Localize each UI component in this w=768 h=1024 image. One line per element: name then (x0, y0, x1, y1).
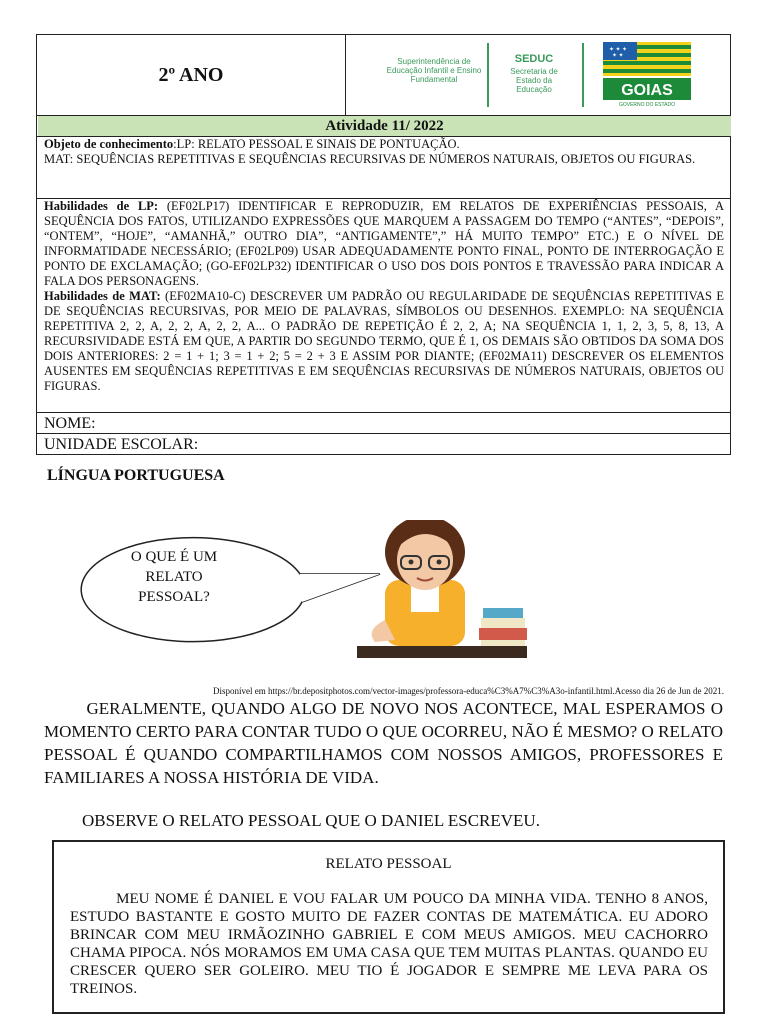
superintendencia-logo-text: Superintendência de Educação Infantil e Ensino Fundamental (386, 57, 482, 84)
goias-logo (603, 42, 691, 108)
relato-title: RELATO PESSOAL (325, 856, 452, 872)
speech-bubble-text: O QUE É UM RELATO PESSOAL? (130, 549, 218, 605)
mat-skills-text: (EF02MA10-C) DESCREVER UM PADRÃO OU REGULARIDADE DE SEQUÊNCIAS REPETITIVAS E DE SEQUÊNCIAS RECURSIVAS, POR MEIO DE PALAVRAS, SÍMBOLOS OU DESENHOS. EXEMPLO: NA SEQUÊNCIA REPETITIVA 2, 2, A, 2, 2, A, 2, 2, A... O PADRÃO DE REPETIÇÃO É 2, 2, A; NA SEQUÊNCIA 1, 1, 2, 3, 5, 8, 13, A RECURSIVIDADE ESTÁ EM QUE, A PARTIR DO SEGUNDO TERMO, QUE É 1, OS DEMAIS SÃO OBTIDOS DA SOMA DOS DOIS ANTERIORES: 2 = 1 + 1; 3 = 1 + 2; 5 = 2 + 3 E ASSIM POR DIANTE; (EF02MA11) DESCREVER OS ELEMENTOS AUSENTES EM SEQUÊNCIAS REPETITIVAS E EM SEQUÊNCIAS RECURSIVAS DE NÚMEROS NATURAIS, OBJETOS OU FIGURAS. (44, 289, 724, 393)
observe-instruction: OBSERVE O RELATO PESSOAL QUE O DANIEL ESCREVEU. (82, 811, 540, 830)
obj-lp-text: :LP: RELATO PESSOAL E SINAIS DE PONTUAÇÃO. (173, 137, 460, 151)
seduc-logo-subtitle: Secretaria de Estado da Educação (510, 67, 558, 94)
lp-skills-label: Habilidades de LP: (44, 199, 159, 213)
logo-divider (487, 43, 489, 107)
activity-title: Atividade 11/ 2022 (38, 116, 731, 136)
svg-text:✦ ✦ ✦: ✦ ✦ ✦ (609, 47, 628, 53)
header-table (36, 34, 731, 455)
intro-paragraph: GERALMENTE, QUANDO ALGO DE NOVO NOS ACONTECE, MAL ESPERAMOS O MOMENTO CERTO PARA CONTAR TUDO O QUE OCORREU, NÃO É MESMO? O RELATO PESSOAL É QUANDO COMPARTILHAMOS COM NOSSOS AMIGOS, PROFESSORES E FAMILIARES A NOSSA HISTÓRIA DE VIDA. (44, 699, 724, 787)
logo-divider (582, 43, 584, 107)
svg-text:✦ ✦: ✦ ✦ (612, 53, 624, 59)
seduc-logo-title: SEDUC (514, 53, 554, 65)
svg-text:GOVERNO DO ESTADO: GOVERNO DO ESTADO (618, 102, 676, 108)
teacher-illustration (355, 520, 530, 665)
grade-title: 2º ANO (158, 63, 224, 86)
obj-label: Objeto de conhecimento (44, 137, 174, 151)
relato-box (52, 840, 725, 1014)
mat-skills-label: Habilidades de MAT: (44, 289, 161, 303)
institution-logos (346, 35, 731, 115)
knowledge-object (44, 137, 724, 167)
section-heading: LÍNGUA PORTUGUESA (47, 467, 225, 484)
relato-text: MEU NOME É DANIEL E VOU FALAR UM POUCO DA MINHA VIDA. TENHO 8 ANOS, ESTUDO BASTANTE E GOSTO MUITO DE FAZER CONTAS DE MATEMÁTICA. EU ADORO BRINCAR COM MEU IRMÃOZINHO GABRIEL E COM MEUS AMIGOS. MEU CACHORRO CHAMA PIPOCA. NÓS MORAMOS EM UMA CASA QUE TEM MUITAS PLANTAS. QUANDO EU CRESCER QUERO SER GOLEIRO. MEU TIO É JOGADOR E SEMPRE ME LEVA PARA OS TREINOS. (70, 891, 709, 997)
lp-skills-text: (EF02LP17) IDENTIFICAR E REPRODUZIR, EM RELATOS DE EXPERIÊNCIAS PESSOAIS, A SEQUÊNCIA DOS FATOS, UTILIZANDO EXPRESSÕES QUE MARQUEM A PASSAGEM DO TEMPO (“ANTES”, “DEPOIS”, “ONTEM”, “HOJE”, “AMANHÃ,” OUTRO DIA”, “ANTIGAMENTE”,” HÁ MUITO TEMPO” ETC.) E O NÍVEL DE INFORMATIDADE NECESSÁRIO; (EF02LP09) USAR ADEQUADAMENTE PONTO FINAL, PONTO DE INTERROGAÇÃO E PONTO DE EXCLAMAÇÃO; (GO-EF02LP32) IDENTIFICAR O USO DOS DOIS PONTOS E TRAVESSÃO PARA INDICAR A FALA DOS PERSONAGENS. (44, 199, 724, 288)
image-credit: Disponível em https://br.depositphotos.com/vector-images/professora-educa%C3%A7%C3%A3o-infantil.html.Acesso dia 26 de Jun de 2021. (213, 686, 724, 696)
school-field-label[interactable]: UNIDADE ESCOLAR: (44, 436, 199, 453)
skills-block (44, 199, 724, 394)
svg-text:GOIAS: GOIAS (621, 82, 673, 99)
name-field-label[interactable]: NOME: (44, 415, 96, 432)
obj-mat-text: MAT: SEQUÊNCIAS REPETITIVAS E SEQUÊNCIAS RECURSIVAS DE NÚMEROS NATURAIS, OBJETOS OU FIGURAS. (44, 152, 696, 166)
